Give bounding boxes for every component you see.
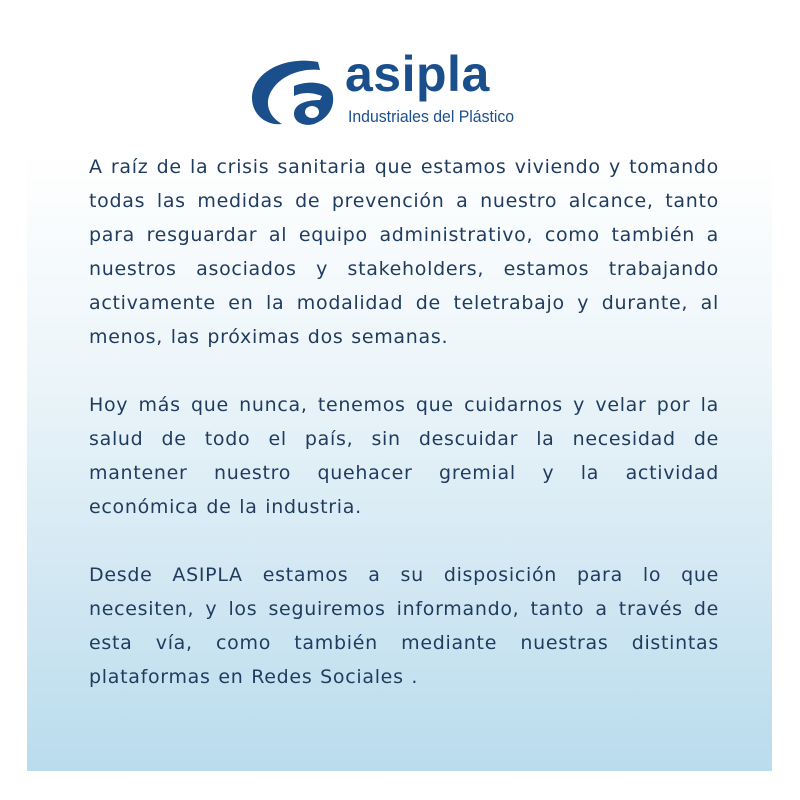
asipla-logo <box>248 46 548 132</box>
paragraph-salud: Hoy más que nunca, tenemos que cuidarnos y velar por la salud de todo el país, sin descuidar la necesidad de mantener nuestro quehacer gremial y la actividad económica de la industria. <box>89 394 719 518</box>
announcement-body <box>89 150 719 728</box>
paragraph-disposicion: Desde ASIPLA estamos a su disposición para lo que necesiten, y los seguiremos informando, tanto a través de esta vía, como también mediante nuestras distintas plataformas en Redes Sociales . <box>89 564 719 688</box>
logo-tagline: Industriales del Plástico <box>348 107 515 126</box>
paragraph-teletrabajo: A raíz de la crisis sanitaria que estamos viviendo y tomando todas las medidas de prevención a nuestro alcance, tanto para resguardar al equipo administrativo, como también a nuestros asociados y stakeholders, estamos trabajando activamente en la modalidad de teletrabajo y durante, al menos, las próximas dos semanas. <box>89 156 719 348</box>
logo-wordmark: asipla <box>345 46 490 102</box>
asipla-swoosh-icon <box>248 56 340 128</box>
